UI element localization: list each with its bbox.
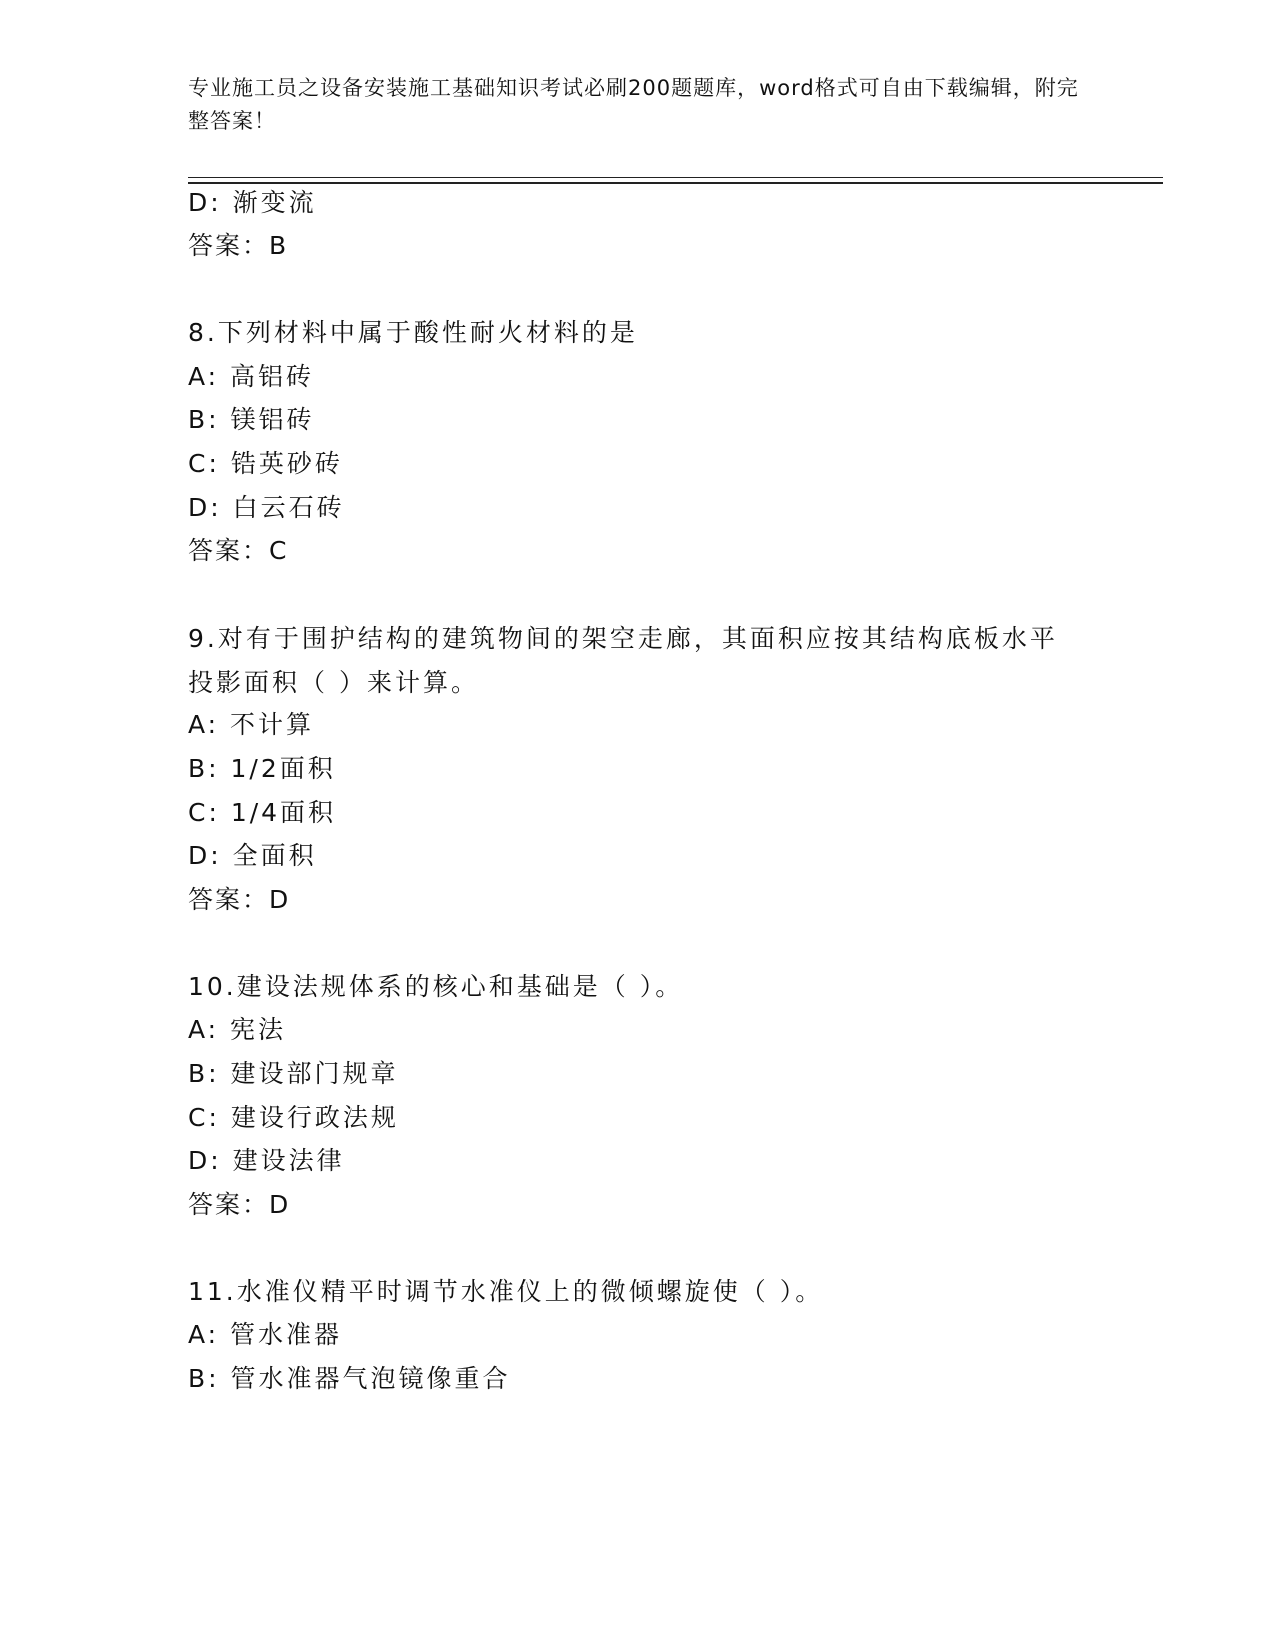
q9-stem: 9.对有于围护结构的建筑物间的架空走廊，其面积应按其结构底板水平投影面积（ ）来计算。 [188, 624, 1058, 697]
prev-option-d: D: 渐变流 [188, 188, 317, 217]
q8-option-d: D: 白云石砖 [188, 493, 345, 522]
document-title: 专业施工员之设备安装施工基础知识考试必刷200题题库，word格式可自由下载编辑，附完整答案！ [188, 76, 1079, 133]
q11-option-a: A: 管水准器 [188, 1320, 343, 1349]
q10-option-d: D: 建设法律 [188, 1146, 345, 1175]
q10-stem: 10.建设法规体系的核心和基础是（ ）。 [188, 972, 684, 1001]
q9-answer: 答案：D [188, 885, 291, 914]
header-divider-thick [188, 182, 1163, 184]
q8-stem: 8.下列材料中属于酸性耐火材料的是 [188, 318, 638, 347]
q8-answer: 答案：C [188, 536, 289, 565]
q9-option-c: C: 1/4面积 [188, 798, 337, 827]
q9-option-d: D: 全面积 [188, 841, 317, 870]
q11-option-b: B: 管水准器气泡镜像重合 [188, 1364, 511, 1393]
q10-answer: 答案：D [188, 1190, 291, 1219]
q8-option-c: C: 锆英砂砖 [188, 449, 343, 478]
q10-option-a: A: 宪法 [188, 1015, 287, 1044]
q9-option-b: B: 1/2面积 [188, 754, 336, 783]
q8-option-a: A: 高铝砖 [188, 362, 315, 391]
prev-answer: 答案：B [188, 231, 289, 260]
q9-option-a: A: 不计算 [188, 710, 315, 739]
header-divider-thin [188, 177, 1163, 178]
q8-option-b: B: 镁铝砖 [188, 405, 315, 434]
q10-option-c: C: 建设行政法规 [188, 1103, 399, 1132]
q10-option-b: B: 建设部门规章 [188, 1059, 399, 1088]
q11-stem: 11.水准仪精平时调节水准仪上的微倾螺旋使（ ）。 [188, 1277, 824, 1306]
